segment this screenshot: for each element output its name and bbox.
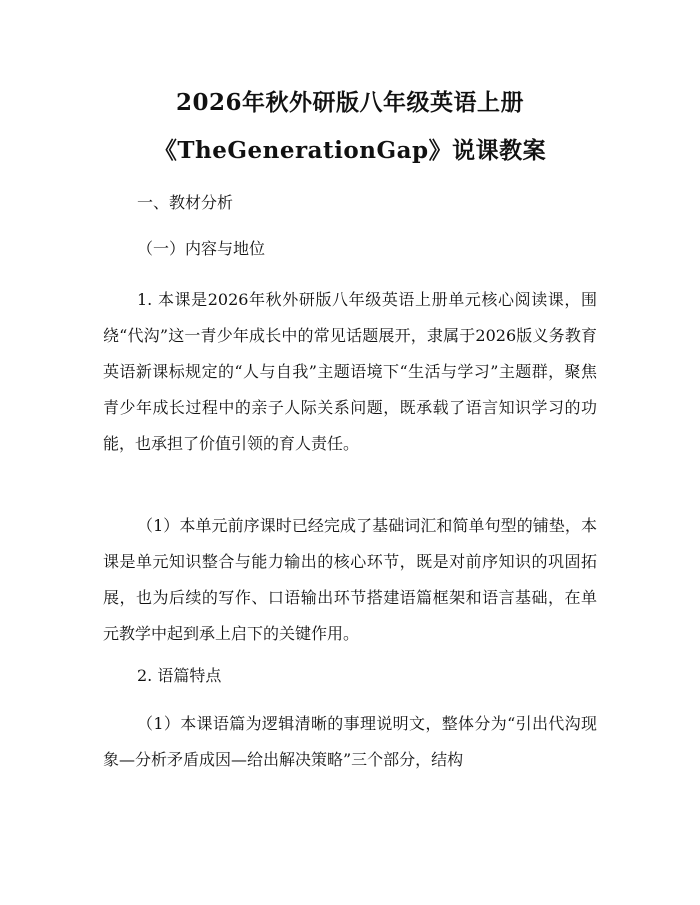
- section-heading-text-features: 2. 语篇特点: [137, 666, 222, 685]
- section-heading-textbook-analysis: 一、教材分析: [137, 193, 234, 212]
- paragraph-text-structure: （1）本课语篇为逻辑清晰的事理说明文，整体分为“引出代沟现象—分析矛盾成因—给出解决策略”三个部分，结构: [103, 714, 597, 769]
- subsection-heading-content-position: （一）内容与地位: [137, 239, 266, 258]
- paragraph-unit-position: （1）本单元前序课时已经完成了基础词汇和简单句型的铺垫，本课是单元知识整合与能力输出的核心环节，既是对前序知识的巩固拓展，也为后续的写作、口语输出环节搭建语篇框架和语言基础，在单元教学中起到承上启下的关键作用。: [103, 516, 597, 643]
- document-title-line-2: 《TheGenerationGap》说课教案: [153, 137, 547, 164]
- document-title-line-1: 2026年秋外研版八年级英语上册: [175, 89, 524, 116]
- paragraph-lesson-overview: 1. 本课是2026年秋外研版八年级英语上册单元核心阅读课，围绕“代沟”这一青少年成长中的常见话题展开，隶属于2026版义务教育英语新课标规定的“人与自我”主题语境下“生活与学习”主题群，聚焦青少年成长过程中的亲子人际关系问题，既承载了语言知识学习的功能，也承担了价值引领的育人责任。: [103, 290, 597, 453]
